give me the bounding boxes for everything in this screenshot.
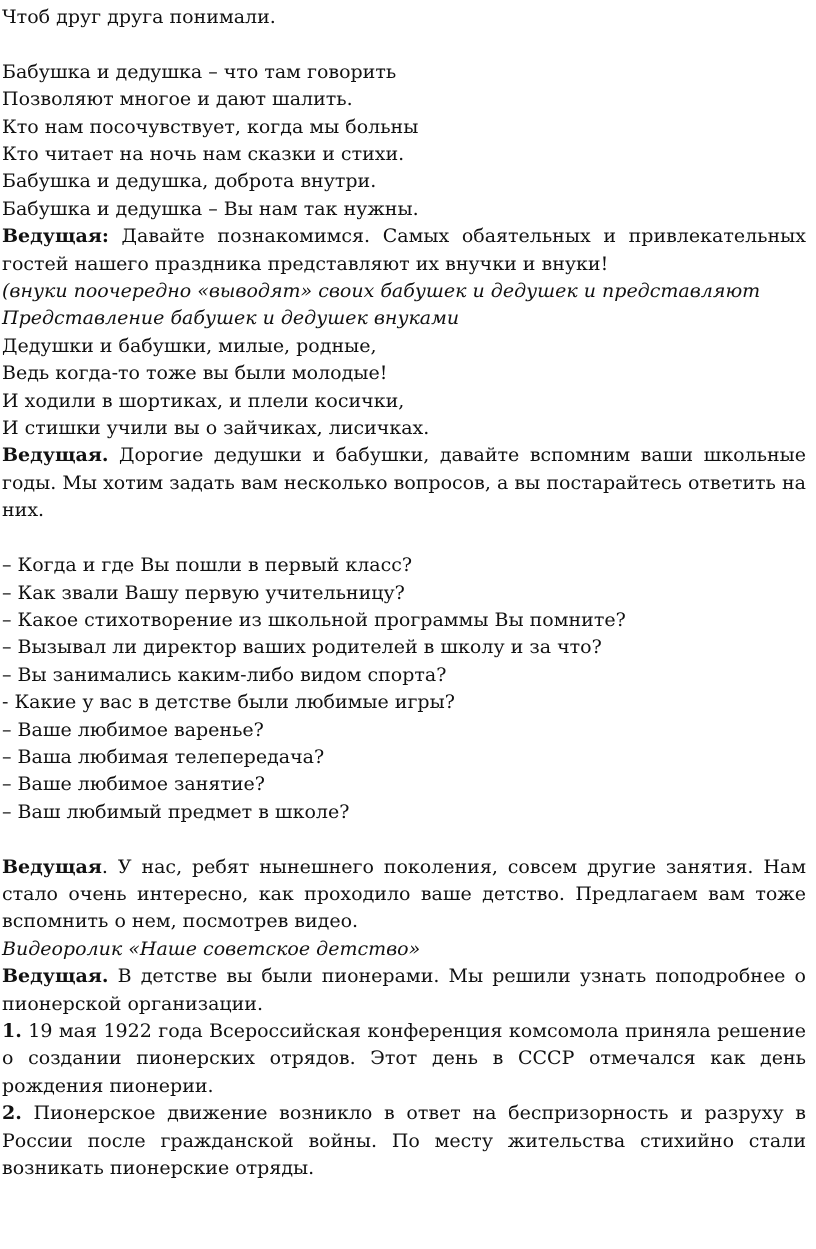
paragraph-text: В детстве вы были пионерами. Мы решили узнать поподробнее о пионерской организации. <box>2 965 806 1015</box>
host-label: Ведущая. <box>2 965 109 988</box>
question-item: – Ваше любимое варенье? <box>2 718 264 741</box>
stage-direction: (внуки поочередно «выводят» своих бабушек и дедушек и представляют <box>2 280 761 303</box>
paragraph-text: Дорогие дедушки и бабушки, давайте вспомним ваши школьные годы. Мы хотим задать вам несколько вопросов, а вы постарайтесь ответить на них. <box>2 444 806 522</box>
paragraph-text: Давайте познакомимся. Самых обаятельных и привлекательных гостей нашего праздника представляют их внучки и внуки! <box>2 225 806 275</box>
poem-line: И стишки учили вы о зайчиках, лисичках. <box>2 417 430 440</box>
host-label: Ведущая <box>2 855 102 878</box>
blank-line <box>2 525 806 552</box>
question-item: – Ваше любимое занятие? <box>2 773 265 796</box>
question-item: – Когда и где Вы пошли в первый класс? <box>2 554 413 577</box>
intro-line: Чтоб друг друга понимали. <box>2 6 276 28</box>
question-item: - Какие у вас в детстве были любимые игры? <box>2 691 455 714</box>
poem-line: Бабушка и дедушка – что там говорить <box>2 60 397 83</box>
fact-number: 2. <box>2 1102 22 1125</box>
question-item: – Ваша любимая телепередача? <box>2 745 325 768</box>
fact-paragraph-1 <box>2 1018 806 1100</box>
fact-paragraph-2 <box>2 1100 806 1182</box>
poem-line: Кто нам посочувствует, когда мы больны <box>2 115 419 138</box>
host-paragraph-pioneers <box>2 963 806 1018</box>
host-paragraph-acquaint <box>2 223 806 278</box>
host-label: Ведущая: <box>2 225 109 248</box>
paragraph-text: Пионерское движение возникло в ответ на беспризорность и разруху в России после гражданской войны. По месту жительства стихийно стали возникать пионерские отряды. <box>2 1102 806 1180</box>
host-label: Ведущая. <box>2 444 109 467</box>
question-item: – Вы занимались каким-либо видом спорта? <box>2 663 447 686</box>
stage-direction: Представление бабушек и дедушек внуками <box>2 307 460 330</box>
poem-line: И ходили в шортиках, и плели косички, <box>2 389 405 412</box>
question-item: – Как звали Вашу первую учительницу? <box>2 581 405 604</box>
fact-number: 1. <box>2 1019 22 1042</box>
host-paragraph-school <box>2 442 806 524</box>
blank-line <box>2 826 806 853</box>
video-note: Видеоролик «Наше советское детство» <box>2 937 421 960</box>
question-item: – Какое стихотворение из школьной программы Вы помните? <box>2 608 626 631</box>
question-item: – Ваш любимый предмет в школе? <box>2 800 350 823</box>
paragraph-text: . У нас, ребят нынешнего поколения, совсем другие занятия. Нам стало очень интересно, как проходило ваше детство. Предлагаем вам тоже вспомнить о нем, посмотрев видео. <box>2 855 806 933</box>
question-list <box>2 552 806 826</box>
question-item: – Вызывал ли директор ваших родителей в школу и за что? <box>2 636 602 659</box>
poem-line: Дедушки и бабушки, милые, родные, <box>2 334 377 357</box>
poem-line: Позволяют многое и дают шалить. <box>2 88 353 111</box>
poem-grandparents <box>2 59 806 223</box>
poem-line: Бабушка и дедушка – Вы нам так нужны. <box>2 197 419 220</box>
blank-line <box>2 31 806 58</box>
paragraph-text: 19 мая 1922 года Всероссийская конференция комсомола приняла решение о создании пионерских отрядов. Этот день в СССР отмечался как день рождения пионерии. <box>2 1019 806 1097</box>
poem-line: Ведь когда-то тоже вы были молодые! <box>2 362 388 385</box>
poem-grandchildren <box>2 333 806 443</box>
poem-line: Кто читает на ночь нам сказки и стихи. <box>2 143 405 166</box>
poem-line: Бабушка и дедушка, доброта внутри. <box>2 170 377 193</box>
host-paragraph-childhood <box>2 854 806 936</box>
